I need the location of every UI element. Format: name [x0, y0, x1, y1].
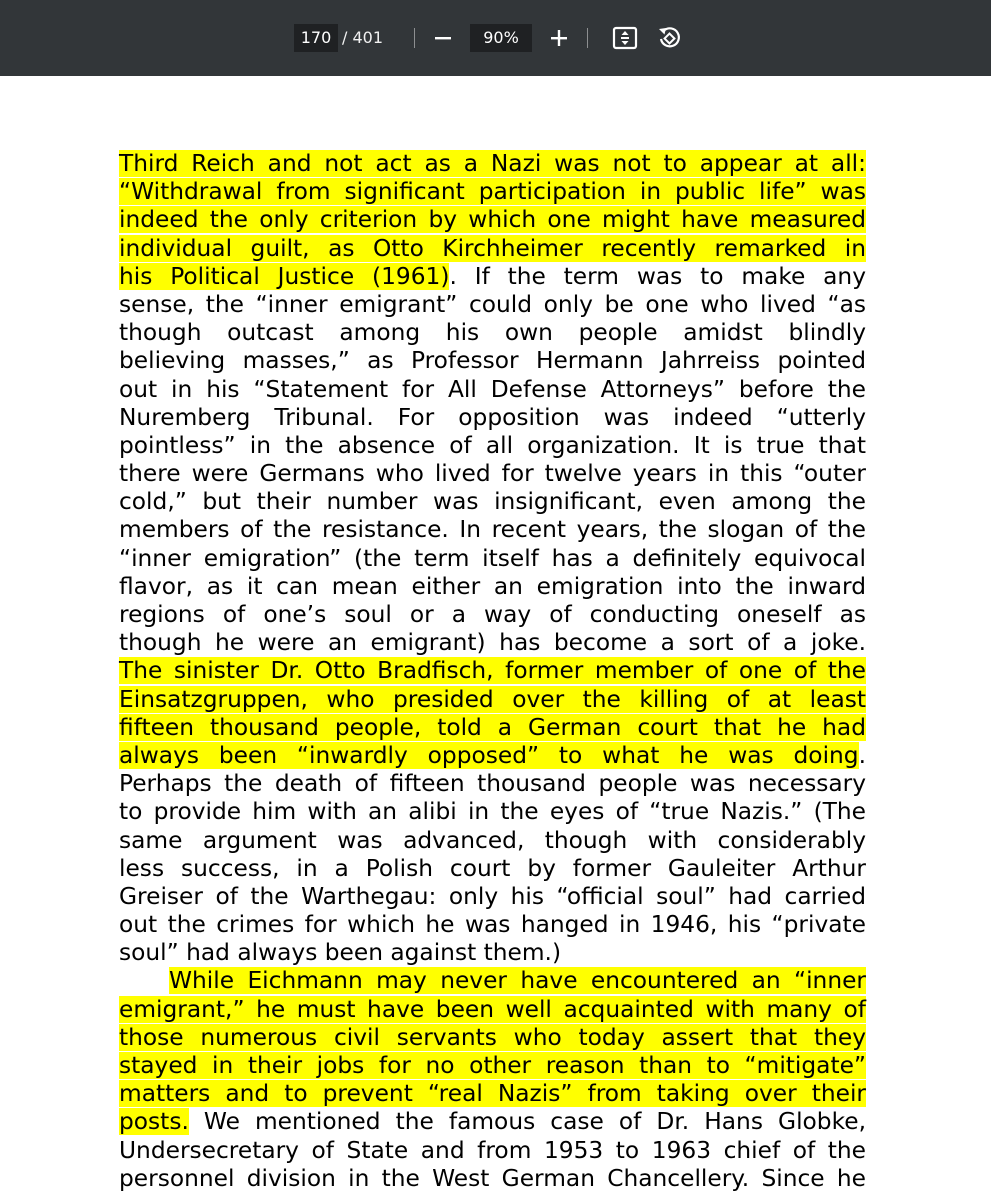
text-line [119, 1165, 866, 1193]
highlighted-text: posts. [119, 1108, 189, 1136]
highlighted-text: his Political Justice (1961) [119, 262, 450, 290]
highlighted-text: Einsatzgruppen, who presided over the killing of at least [119, 685, 866, 713]
text-line [119, 629, 866, 657]
text-line [119, 1080, 866, 1108]
page-text [119, 150, 866, 1193]
text-line [119, 319, 866, 347]
text-segment: Perhaps the death of fifteen thousand people was necessary [119, 770, 866, 798]
text-line [119, 404, 866, 432]
text-line [119, 883, 866, 911]
fit-page-icon [612, 26, 638, 50]
text-line [119, 545, 866, 573]
text-line [119, 573, 866, 601]
text-line [119, 939, 866, 967]
text-segment: sense, the “inner emigrant” could only be one who lived “as [119, 290, 866, 318]
text-segment: soul” had always been against them.) [119, 939, 562, 967]
text-segment: We mentioned the famous case of Dr. Hans Globke, [188, 1108, 866, 1136]
text-segment: cold,” but their number was insignificant, even among the [119, 488, 866, 516]
text-line [119, 742, 866, 770]
text-line [119, 1137, 866, 1165]
text-segment: though outcast among his own people amidst blindly [119, 319, 866, 347]
text-segment: “inner emigration” (the term itself has a definitely equivocal [119, 544, 866, 572]
plus-icon [549, 28, 569, 48]
highlighted-text: The sinister Dr. Otto Bradfisch, former member of one of the [119, 657, 866, 685]
toolbar-divider [587, 28, 588, 48]
highlighted-text: always been “inwardly opposed” to what he was doing [119, 741, 859, 769]
text-segment: less success, in a Polish court by former Gauleiter Arthur [119, 854, 866, 882]
text-line [119, 601, 866, 629]
text-line [119, 263, 866, 291]
text-line [119, 291, 866, 319]
rotate-button[interactable] [655, 24, 683, 52]
text-line [119, 996, 866, 1024]
text-segment: to provide him with an alibi in the eyes of “true Nazis.” (The [119, 798, 866, 826]
text-line [119, 235, 866, 263]
text-line [119, 1052, 866, 1080]
text-line [119, 657, 866, 685]
highlighted-text: indeed the only criterion by which one might have measured [119, 206, 866, 234]
zoom-level-input[interactable]: 90% [470, 24, 532, 52]
text-line [119, 516, 866, 544]
text-line [119, 770, 866, 798]
text-segment: out in his “Statement for All Defense Attorneys” before the [119, 375, 866, 403]
highlighted-text: Third Reich and not act as a Nazi was not to appear at all: [119, 150, 866, 177]
text-segment: Undersecretary of State and from 1953 to 1963 chief of the [119, 1136, 866, 1164]
zoom-out-button[interactable] [429, 24, 457, 52]
highlighted-text: emigrant,” he must have been well acquainted with many of [119, 995, 866, 1023]
text-line [119, 714, 866, 742]
text-line [119, 376, 866, 404]
fit-page-button[interactable] [611, 24, 639, 52]
text-line [119, 827, 866, 855]
text-segment: believing masses,” as Professor Hermann Jahrreiss pointed [119, 347, 866, 375]
text-line [119, 150, 866, 178]
text-line [119, 1024, 866, 1052]
text-segment: . [858, 741, 866, 769]
text-line [119, 1108, 866, 1136]
text-segment: members of the resistance. In recent years, the slogan of the [119, 516, 866, 544]
zoom-in-button[interactable] [545, 24, 573, 52]
text-segment: same argument was advanced, though with considerably [119, 826, 866, 854]
text-line [119, 460, 866, 488]
text-segment: flavor, as it can mean either an emigration into the inward [119, 572, 866, 600]
text-segment: pointless” in the absence of all organization. It is true that [119, 431, 866, 459]
text-line [119, 432, 866, 460]
text-segment: though he were an emigrant) has become a sort of a joke. [119, 629, 866, 657]
highlighted-text: stayed in their jobs for no other reason than to “mitigate” [119, 1052, 866, 1079]
highlighted-text: fifteen thousand people, told a German court that he had [119, 713, 866, 741]
text-segment: Nuremberg Tribunal. For opposition was indeed “utterly [119, 403, 866, 431]
text-segment: . If the term was to make any [449, 262, 866, 290]
toolbar-divider [414, 28, 415, 48]
pdf-toolbar [0, 0, 991, 76]
text-segment: out the crimes for which he was hanged in 1946, his “private [119, 911, 866, 939]
highlighted-text: matters and to prevent “real Nazis” from taking over their [119, 1080, 866, 1108]
highlighted-text: While Eichmann may never have encountered an “inner [169, 967, 866, 995]
text-line [119, 488, 866, 516]
text-line [119, 967, 866, 995]
text-line [119, 347, 866, 375]
rotate-icon [656, 25, 682, 51]
text-line [119, 911, 866, 939]
text-line [119, 178, 866, 206]
text-segment: Greiser of the Warthegau: only his “official soul” had carried [119, 882, 866, 910]
text-segment: regions of one’s soul or a way of conducting oneself as [119, 601, 866, 628]
highlighted-text: those numerous civil servants who today assert that they [119, 1023, 866, 1051]
page-number-input[interactable]: 170 [294, 24, 338, 52]
document-page [0, 76, 991, 1199]
text-segment: personnel division in the West German Chancellery. Since he [119, 1164, 866, 1192]
text-line [119, 206, 866, 234]
text-line [119, 798, 866, 826]
minus-icon [433, 28, 453, 48]
highlighted-text: individual guilt, as Otto Kirchheimer recently remarked in [119, 234, 866, 262]
highlighted-text: “Withdrawal from significant participation in public life” was [119, 178, 866, 206]
text-segment: there were Germans who lived for twelve years in this “outer [119, 460, 866, 488]
text-line [119, 855, 866, 883]
text-line [119, 686, 866, 714]
page-total: / 401 [342, 28, 384, 47]
